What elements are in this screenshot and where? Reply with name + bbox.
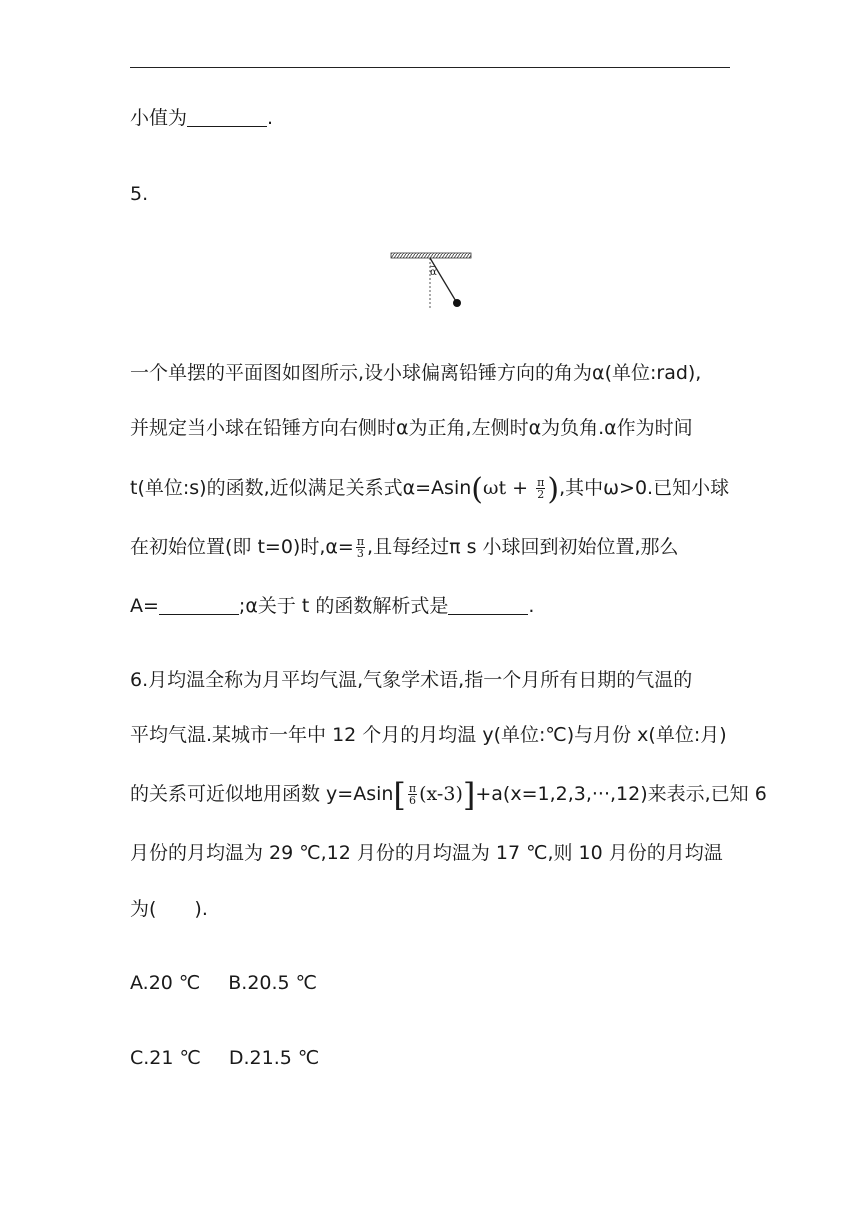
header-rule [130,67,730,68]
q6-line-3: 的关系可近似地用函数 y=Asin[ $\frac{\pi}{6}$ (x-3)]+a(x=1,2,3,···,12)来表示,已知 6 [130,776,767,814]
q6-line-1: 6.月均温全称为月平均气温,气象学术语,指一个月所有日期的气温的 [130,669,693,691]
option-d: D.21.5 ℃ [228,1047,320,1069]
ceiling-hatch [391,253,471,258]
option-b: B.20.5 ℃ [228,972,318,994]
fraction-pi-over-3: $\frac{\pi}{3}$ [356,535,365,560]
q6-line-2: 平均气温.某城市一年中 12 个月的月均温 y(单位:℃)与月份 x(单位:月) [130,724,727,746]
q5-line-2: 并规定当小球在铅锤方向右侧时α为正角,左侧时α为负角.α作为时间 [130,417,693,439]
q6-options-row-1 [130,969,730,997]
q5-line-5: A= ;α关于 t 的函数解析式是 . [130,595,535,617]
q6-line-4: 月份的月均温为 29 ℃,12 月份的月均温为 17 ℃,则 10 月份的月均温 [130,842,723,864]
fraction-pi-over-6: $\frac{\pi}{6}$ [408,782,417,807]
option-a: A.20 ℃ [130,972,201,994]
q5-line-4: 在初始位置(即 t=0)时,α= $\frac{\pi}{3}$ ,且每经过π s 小球回到初始位置,那么 [130,535,679,560]
answer-blank-a [159,596,239,615]
q5-number: 5. [130,183,149,205]
option-c: C.21 ℃ [130,1047,201,1069]
fraction-pi-over-2: $\frac{\pi}{2}$ [537,476,545,501]
q6-options-row-2 [130,1044,730,1072]
q4-tail-line: 小值为 . [130,107,274,129]
q6-line-5: 为( ). [130,898,208,920]
answer-blank [187,108,267,127]
pendulum-ball [453,299,461,307]
q5-line-3: t(单位:s)的函数,近似满足关系式α=Asin(ωt + $\frac{\pi}{2}$ ),其中ω>0.已知小球 [130,472,730,507]
pendulum-figure [388,250,478,312]
angle-label: α [430,267,437,278]
answer-blank-formula [448,596,528,615]
q5-line-1: 一个单摆的平面图如图所示,设小球偏离铅锤方向的角为α(单位:rad), [130,362,702,384]
pendulum-string [430,258,457,303]
